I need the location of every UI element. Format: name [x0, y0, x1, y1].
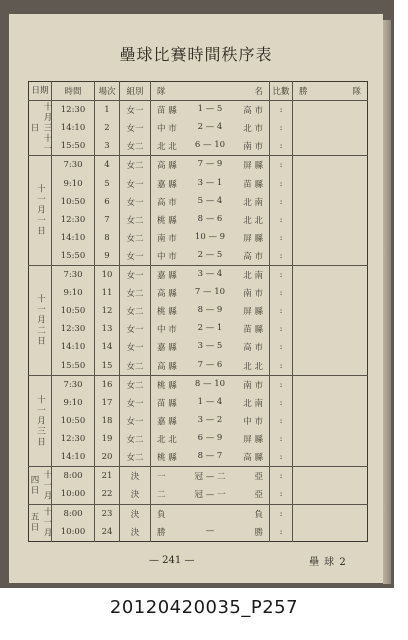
table-row [29, 375, 368, 394]
away-team: 北 南 [243, 398, 263, 409]
page-edge [383, 20, 391, 584]
home-team: 嘉 縣 [157, 179, 177, 190]
match-code: 2 — 1 [197, 323, 223, 334]
away-team: 高 市 [243, 343, 263, 354]
home-team: 嘉 縣 [157, 343, 177, 354]
table-row [29, 430, 368, 448]
match-code: 2 — 4 [197, 122, 223, 133]
game-number-cell: 12 [95, 302, 120, 320]
match-code: 2 — 5 [197, 249, 223, 260]
winner-cell [293, 356, 368, 375]
date-cell: 十一月四日 [29, 467, 52, 504]
table-row [29, 448, 368, 467]
game-number-cell: 16 [95, 375, 120, 394]
home-team: 高 縣 [157, 161, 177, 172]
game-number-cell: 20 [95, 448, 120, 467]
away-team: 中 市 [243, 416, 263, 427]
home-team: 苗 縣 [157, 106, 177, 117]
table-row [29, 266, 368, 285]
score-cell: : [270, 156, 293, 175]
table-row [29, 284, 368, 302]
home-team: 桃 縣 [157, 215, 177, 226]
match-code: 7 — 6 [197, 359, 223, 370]
score-cell: : [270, 193, 293, 211]
time-cell: 9:10 [52, 175, 95, 193]
table-row [29, 485, 368, 504]
home-team: 負 [157, 509, 166, 520]
header-team-right: 名 [254, 87, 263, 97]
home-team: 一 [157, 472, 166, 483]
away-team: 南 市 [243, 289, 263, 300]
game-number-cell: 18 [95, 412, 120, 430]
table-row [29, 193, 368, 211]
matchup-cell [151, 156, 270, 175]
matchup-cell [151, 338, 270, 356]
match-code: 10 — 9 [194, 231, 226, 242]
group-cell: 女二 [120, 356, 151, 375]
match-code: 8 — 9 [197, 305, 223, 316]
matchup-cell [151, 448, 270, 467]
matchup-cell [151, 119, 270, 137]
score-cell: : [270, 356, 293, 375]
score-cell: : [270, 394, 293, 412]
matchup-cell [151, 193, 270, 211]
match-code: 3 — 4 [197, 269, 223, 280]
group-cell: 女二 [120, 156, 151, 175]
home-team: 北 北 [157, 142, 177, 153]
match-code: 5 — 4 [197, 195, 223, 206]
home-team: 勝 [157, 527, 166, 538]
header-team-left: 隊 [157, 87, 166, 97]
group-cell: 女一 [120, 338, 151, 356]
matchup-cell [151, 467, 270, 486]
group-cell: 決 [120, 485, 151, 504]
score-cell: : [270, 448, 293, 467]
winner-cell [293, 266, 368, 285]
time-cell: 12:30 [52, 211, 95, 229]
score-cell: : [270, 266, 293, 285]
matchup-cell [151, 356, 270, 375]
game-number-cell: 13 [95, 320, 120, 338]
home-team: 北 北 [157, 434, 177, 445]
game-number-cell: 5 [95, 175, 120, 193]
matchup-cell [151, 302, 270, 320]
away-team: 屏 縣 [243, 307, 263, 318]
matchup-cell [151, 101, 270, 120]
time-cell: 8:00 [52, 504, 95, 523]
header-winner-left: 勝 [299, 87, 308, 97]
time-cell: 10:50 [52, 302, 95, 320]
header-winner [293, 82, 368, 101]
time-cell: 9:10 [52, 394, 95, 412]
table-row [29, 302, 368, 320]
date-cell: 十一月一日 [29, 156, 52, 266]
document-page [9, 14, 383, 583]
home-team: 桃 縣 [157, 307, 177, 318]
match-code: 6 — 9 [197, 432, 223, 443]
away-team: 苗 縣 [243, 325, 263, 336]
match-code: 3 — 1 [197, 177, 223, 188]
match-code: 7 — 9 [197, 159, 223, 170]
group-cell: 女一 [120, 193, 151, 211]
table-row [29, 504, 368, 523]
away-team: 勝 [254, 527, 263, 538]
table-row [29, 523, 368, 542]
winner-cell [293, 175, 368, 193]
winner-cell [293, 412, 368, 430]
table-row [29, 356, 368, 375]
match-code: 冠 — 二 [194, 472, 226, 483]
game-number-cell: 23 [95, 504, 120, 523]
home-team: 中 市 [157, 124, 177, 135]
schedule-table [28, 81, 368, 542]
score-cell: : [270, 430, 293, 448]
away-team: 南 市 [243, 142, 263, 153]
away-team: 亞 [254, 490, 263, 501]
matchup-cell [151, 412, 270, 430]
winner-cell [293, 320, 368, 338]
match-code: 3 — 5 [197, 341, 223, 352]
winner-cell [293, 448, 368, 467]
group-cell: 女二 [120, 430, 151, 448]
matchup-cell [151, 247, 270, 266]
home-team: 高 縣 [157, 289, 177, 300]
home-team: 中 市 [157, 325, 177, 336]
score-cell: : [270, 375, 293, 394]
score-cell: : [270, 485, 293, 504]
game-number-cell: 7 [95, 211, 120, 229]
winner-cell [293, 119, 368, 137]
home-team: 中 市 [157, 251, 177, 262]
time-cell: 14:10 [52, 338, 95, 356]
match-code: 8 — 7 [197, 451, 223, 462]
schedule-body [29, 101, 368, 542]
matchup-cell [151, 211, 270, 229]
home-team: 桃 縣 [157, 380, 177, 391]
table-row [29, 467, 368, 486]
game-number-cell: 10 [95, 266, 120, 285]
score-cell: : [270, 302, 293, 320]
time-cell: 9:10 [52, 284, 95, 302]
matchup-cell [151, 175, 270, 193]
table-row [29, 394, 368, 412]
score-cell: : [270, 412, 293, 430]
match-code: — [205, 525, 215, 536]
away-team: 北 南 [243, 271, 263, 282]
table-row [29, 338, 368, 356]
header-group: 組別 [120, 82, 151, 101]
winner-cell [293, 394, 368, 412]
score-cell: : [270, 211, 293, 229]
matchup-cell [151, 137, 270, 156]
time-cell: 14:10 [52, 229, 95, 247]
matchup-cell [151, 523, 270, 542]
away-team: 北 北 [243, 361, 263, 372]
time-cell: 14:10 [52, 448, 95, 467]
table-row [29, 247, 368, 266]
home-team: 高 縣 [157, 361, 177, 372]
group-cell: 女二 [120, 229, 151, 247]
group-cell: 女一 [120, 119, 151, 137]
winner-cell [293, 338, 368, 356]
home-team: 嘉 縣 [157, 416, 177, 427]
game-number-cell: 22 [95, 485, 120, 504]
game-number-cell: 3 [95, 137, 120, 156]
group-cell: 女二 [120, 284, 151, 302]
game-number-cell: 14 [95, 338, 120, 356]
matchup-cell [151, 430, 270, 448]
away-team: 屏 縣 [243, 161, 263, 172]
match-code: 1 — 5 [197, 104, 223, 115]
date-cell: 十一月五日 [29, 504, 52, 542]
group-cell: 女一 [120, 266, 151, 285]
game-number-cell: 24 [95, 523, 120, 542]
away-team: 苗 縣 [243, 179, 263, 190]
page-number: — 241 — [149, 555, 195, 566]
time-cell: 10:00 [52, 485, 95, 504]
table-row [29, 101, 368, 120]
score-cell: : [270, 101, 293, 120]
table-row [29, 156, 368, 175]
table-row [29, 412, 368, 430]
table-row [29, 175, 368, 193]
group-cell: 女一 [120, 320, 151, 338]
table-row [29, 119, 368, 137]
game-number-cell: 1 [95, 101, 120, 120]
matchup-cell [151, 394, 270, 412]
header-game-number: 場次 [95, 82, 120, 101]
home-team: 二 [157, 490, 166, 501]
away-team: 屏 縣 [243, 434, 263, 445]
winner-cell [293, 137, 368, 156]
winner-cell [293, 193, 368, 211]
away-team: 北 市 [243, 124, 263, 135]
away-team: 高 市 [243, 251, 263, 262]
time-cell: 15:50 [52, 137, 95, 156]
date-cell: 十月三十一日 [29, 101, 52, 155]
game-number-cell: 8 [95, 229, 120, 247]
away-team: 北 北 [243, 215, 263, 226]
group-cell: 決 [120, 523, 151, 542]
group-cell: 女一 [120, 412, 151, 430]
match-code: 1 — 4 [197, 396, 223, 407]
score-cell: : [270, 229, 293, 247]
match-code: 8 — 6 [197, 213, 223, 224]
home-team: 苗 縣 [157, 398, 177, 409]
time-cell: 7:30 [52, 156, 95, 175]
score-cell: : [270, 320, 293, 338]
group-cell: 決 [120, 467, 151, 486]
game-number-cell: 15 [95, 356, 120, 375]
time-cell: 7:30 [52, 266, 95, 285]
time-cell: 12:30 [52, 101, 95, 120]
time-cell: 10:50 [52, 193, 95, 211]
away-team: 屏 縣 [243, 233, 263, 244]
header-winner-right: 隊 [352, 87, 361, 97]
group-cell: 決 [120, 504, 151, 523]
score-cell: : [270, 504, 293, 523]
time-cell: 8:00 [52, 467, 95, 486]
winner-cell [293, 302, 368, 320]
match-code: 3 — 2 [197, 414, 223, 425]
date-cell: 十一月二日 [29, 266, 52, 376]
time-cell: 15:50 [52, 247, 95, 266]
score-cell: : [270, 523, 293, 542]
away-team: 北 南 [243, 197, 263, 208]
home-team: 高 市 [157, 197, 177, 208]
matchup-cell [151, 229, 270, 247]
table-row [29, 320, 368, 338]
header-date: 日期 [29, 82, 52, 101]
group-cell: 女一 [120, 175, 151, 193]
group-cell: 女二 [120, 375, 151, 394]
score-cell: : [270, 338, 293, 356]
matchup-cell [151, 266, 270, 285]
time-cell: 12:30 [52, 320, 95, 338]
winner-cell [293, 101, 368, 120]
time-cell: 15:50 [52, 356, 95, 375]
table-row [29, 137, 368, 156]
time-cell: 10:50 [52, 412, 95, 430]
score-cell: : [270, 175, 293, 193]
winner-cell [293, 247, 368, 266]
header-row [29, 82, 368, 101]
matchup-cell [151, 485, 270, 504]
away-team: 南 市 [243, 380, 263, 391]
group-cell: 女二 [120, 448, 151, 467]
group-cell: 女二 [120, 211, 151, 229]
score-cell: : [270, 247, 293, 266]
winner-cell [293, 229, 368, 247]
table-row [29, 211, 368, 229]
winner-cell [293, 375, 368, 394]
game-number-cell: 11 [95, 284, 120, 302]
away-team: 高 市 [243, 106, 263, 117]
group-cell: 女二 [120, 302, 151, 320]
match-code: 8 — 10 [194, 378, 226, 389]
group-cell: 女二 [120, 137, 151, 156]
matchup-cell [151, 284, 270, 302]
score-cell: : [270, 467, 293, 486]
matchup-cell [151, 320, 270, 338]
image-caption: 20120420035_P257 [109, 597, 299, 618]
away-team: 負 [254, 509, 263, 520]
match-code: 7 — 10 [194, 287, 226, 298]
winner-cell [293, 156, 368, 175]
game-number-cell: 6 [95, 193, 120, 211]
header-team-name [151, 82, 270, 101]
home-team: 桃 縣 [157, 453, 177, 464]
home-team: 南 市 [157, 233, 177, 244]
winner-cell [293, 504, 368, 523]
winner-cell [293, 485, 368, 504]
game-number-cell: 19 [95, 430, 120, 448]
group-cell: 女一 [120, 247, 151, 266]
running-title: 壘 球 2 [309, 557, 347, 568]
time-cell: 7:30 [52, 375, 95, 394]
score-cell: : [270, 284, 293, 302]
time-cell: 12:30 [52, 430, 95, 448]
page-title: 壘球比賽時間秩序表 [119, 45, 273, 64]
home-team: 嘉 縣 [157, 271, 177, 282]
winner-cell [293, 467, 368, 486]
winner-cell [293, 430, 368, 448]
game-number-cell: 17 [95, 394, 120, 412]
group-cell: 女一 [120, 394, 151, 412]
away-team: 高 縣 [243, 453, 263, 464]
game-number-cell: 4 [95, 156, 120, 175]
header-score: 比數 [270, 82, 293, 101]
match-code: 冠 — 一 [194, 490, 226, 501]
score-cell: : [270, 119, 293, 137]
winner-cell [293, 284, 368, 302]
table-row [29, 229, 368, 247]
matchup-cell [151, 504, 270, 523]
group-cell: 女一 [120, 101, 151, 120]
winner-cell [293, 523, 368, 542]
game-number-cell: 21 [95, 467, 120, 486]
date-cell: 十一月三日 [29, 375, 52, 467]
score-cell: : [270, 137, 293, 156]
match-code: 6 — 10 [194, 140, 226, 151]
winner-cell [293, 211, 368, 229]
game-number-cell: 2 [95, 119, 120, 137]
away-team: 亞 [254, 472, 263, 483]
header-time: 時間 [52, 82, 95, 101]
time-cell: 10:00 [52, 523, 95, 542]
matchup-cell [151, 375, 270, 394]
time-cell: 14:10 [52, 119, 95, 137]
game-number-cell: 9 [95, 247, 120, 266]
